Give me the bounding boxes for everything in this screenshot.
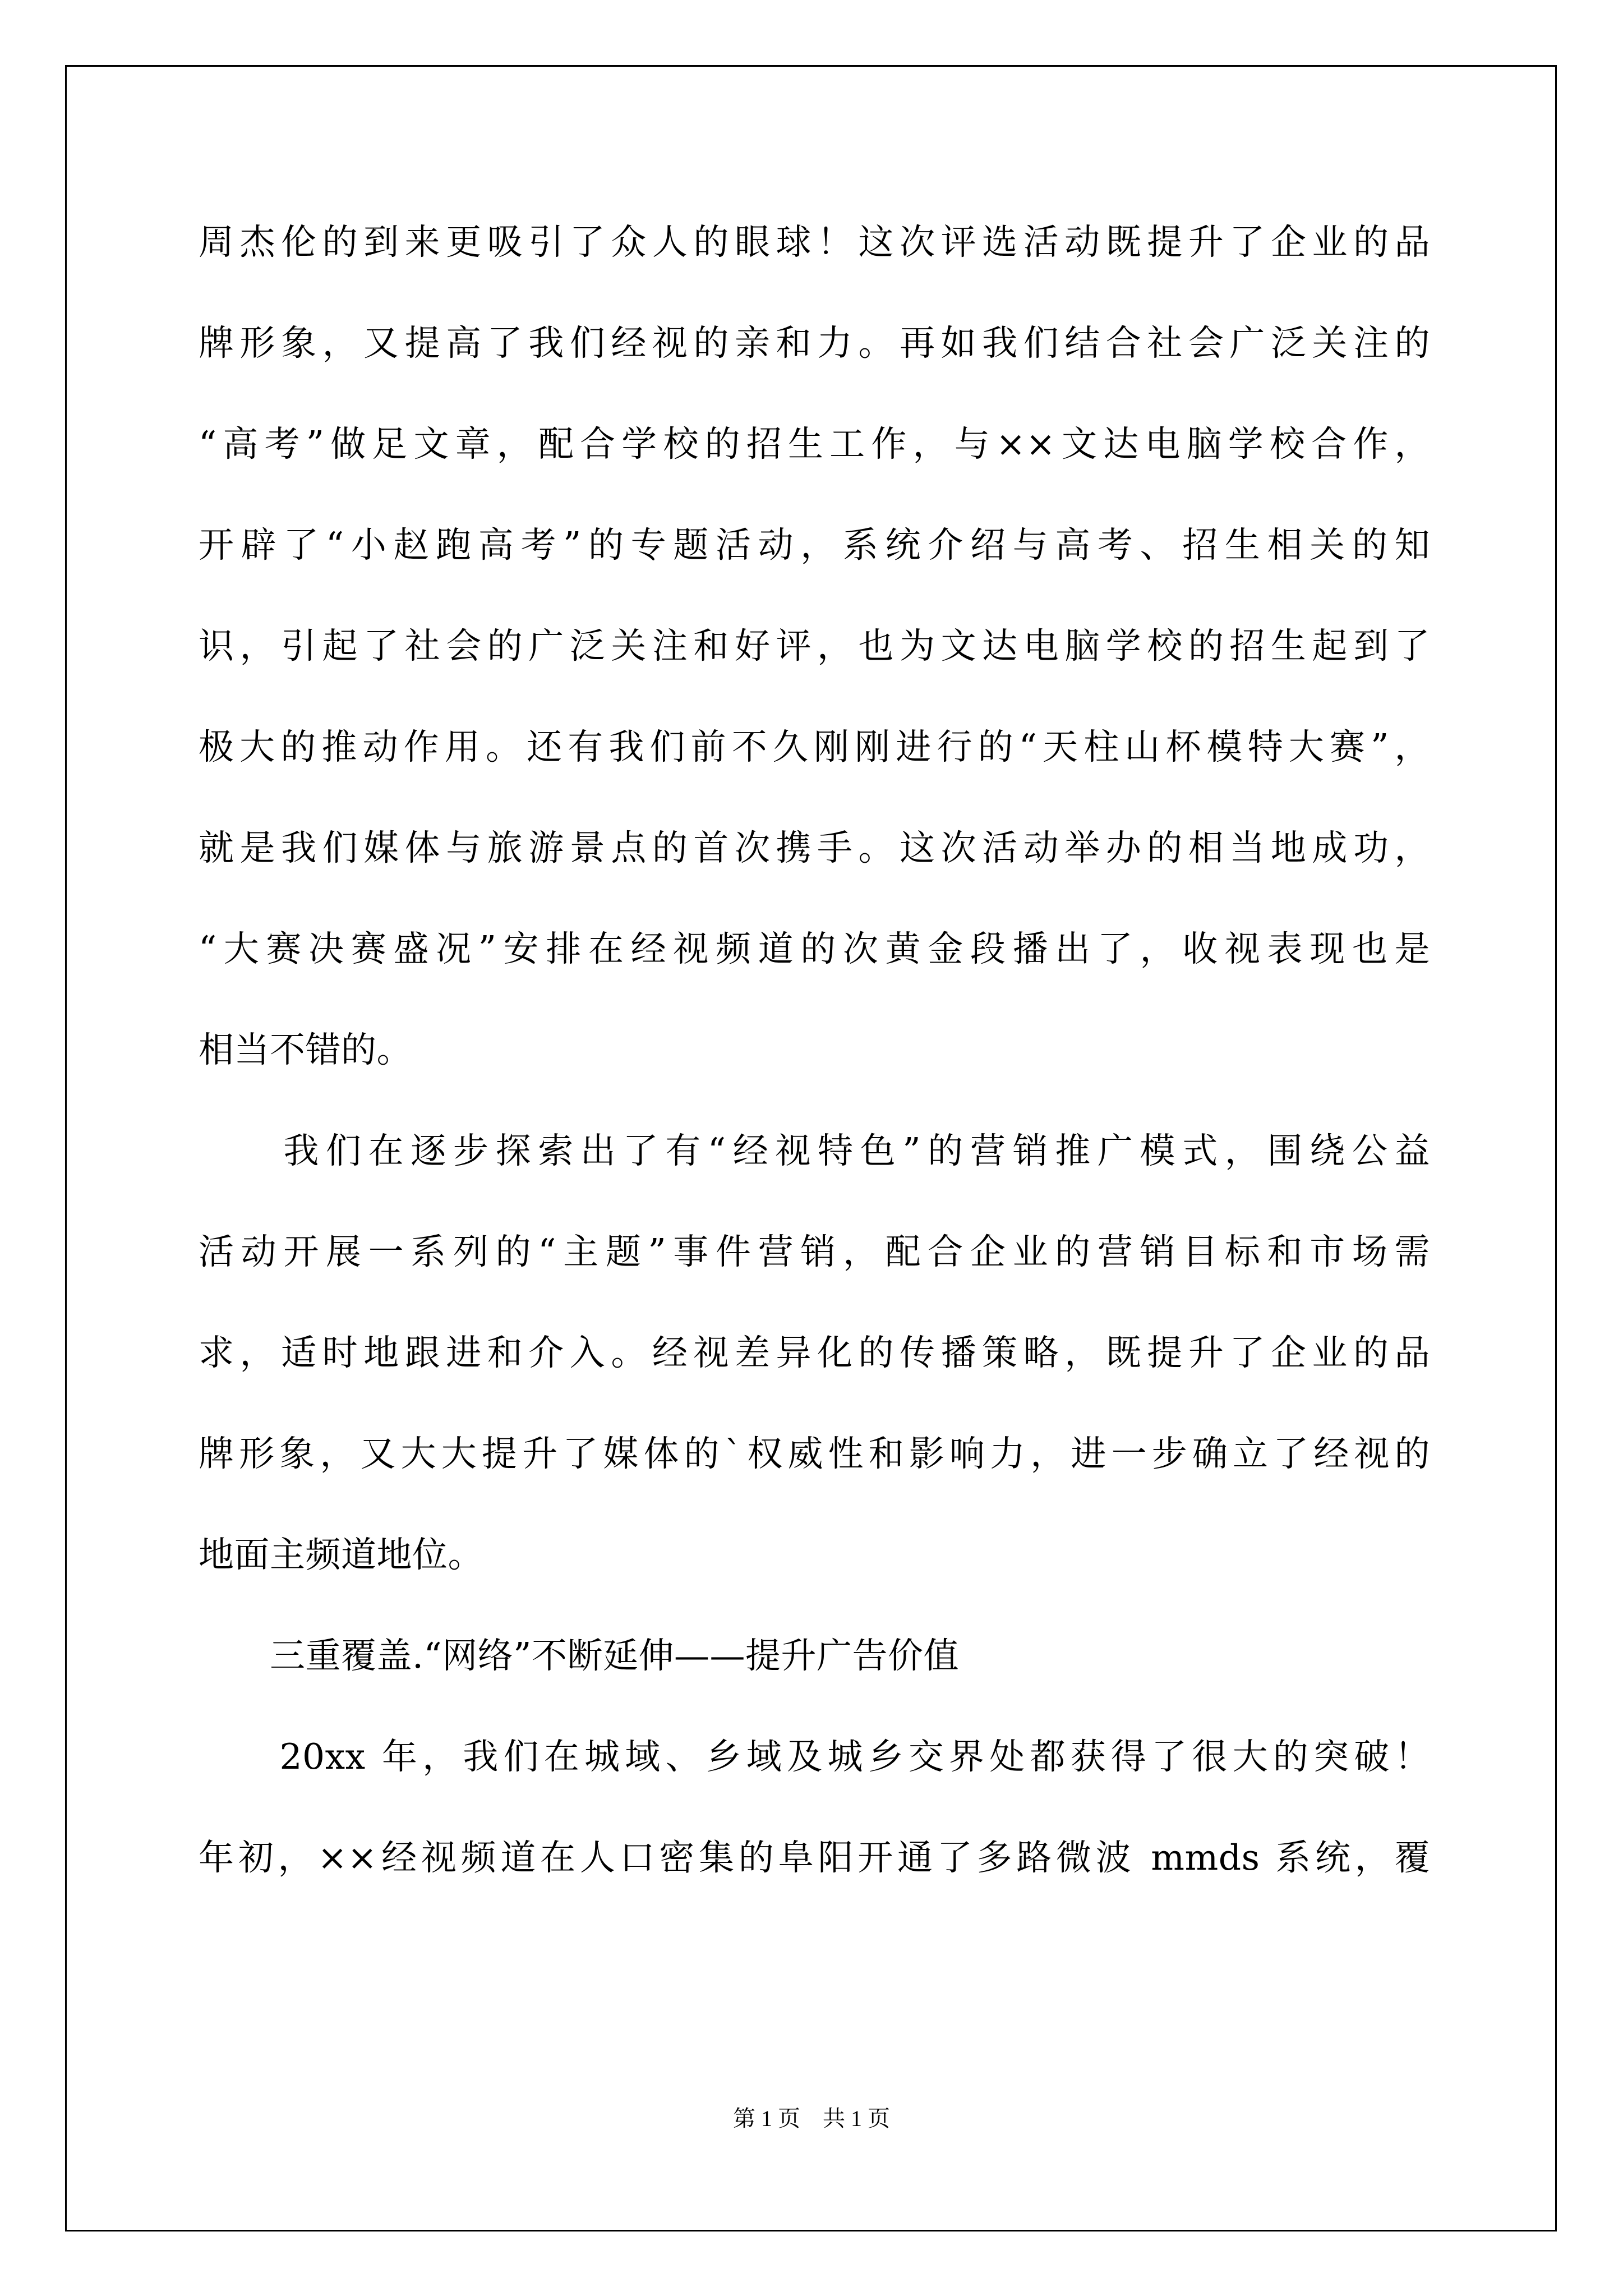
body-line-8: “大赛决赛盛况”安排在经视频道的次黄金段播出了，收视表现也是 [199,928,1430,969]
body-line-9: 相当不错的。 [199,1029,412,1070]
body-line-3: “高考”做足文章，配合学校的招生工作，与××文达电脑学校合作， [199,424,1430,464]
body-line-6: 极大的推动作用。还有我们前不久刚刚进行的“天柱山杯模特大赛”， [199,726,1430,767]
body-line-14: 地面主频道地位。 [199,1534,483,1575]
section-heading: 三重覆盖.“网络”不断延伸——提升广告价值 [199,1635,959,1676]
body-line-4: 开辟了“小赵跑高考”的专题活动，系统介绍与高考、招生相关的知 [199,524,1430,565]
body-line-1: 周杰伦的到来更吸引了众人的眼球！这次评选活动既提升了企业的品 [199,222,1430,263]
page-number-footer: 第 1 页 共 1 页 [733,2106,890,2131]
body-line-12: 求，适时地跟进和介入。经视差异化的传播策略，既提升了企业的品 [199,1332,1430,1373]
body-line-2: 牌形象，又提高了我们经视的亲和力。再如我们结合社会广泛关注的 [199,323,1430,364]
body-line-13: 牌形象，又大大提升了媒体的`权威性和影响力，进一步确立了经视的 [199,1433,1430,1474]
body-line-16: 20xx 年，我们在城域、乡域及城乡交界处都获得了很大的突破！ [199,1736,1430,1777]
body-line-17: 年初，××经视频道在人口密集的阜阳开通了多路微波 mmds 系统，覆 [199,1837,1430,1878]
body-line-11: 活动开展一系列的“主题”事件营销，配合企业的营销目标和市场需 [199,1231,1430,1272]
body-line-5: 识，引起了社会的广泛关注和好评，也为文达电脑学校的招生起到了 [199,625,1430,666]
body-line-7: 就是我们媒体与旅游景点的首次携手。这次活动举办的相当地成功， [199,827,1430,868]
body-line-10: 我们在逐步探索出了有“经视特色”的营销推广模式，围绕公益 [199,1130,1430,1171]
